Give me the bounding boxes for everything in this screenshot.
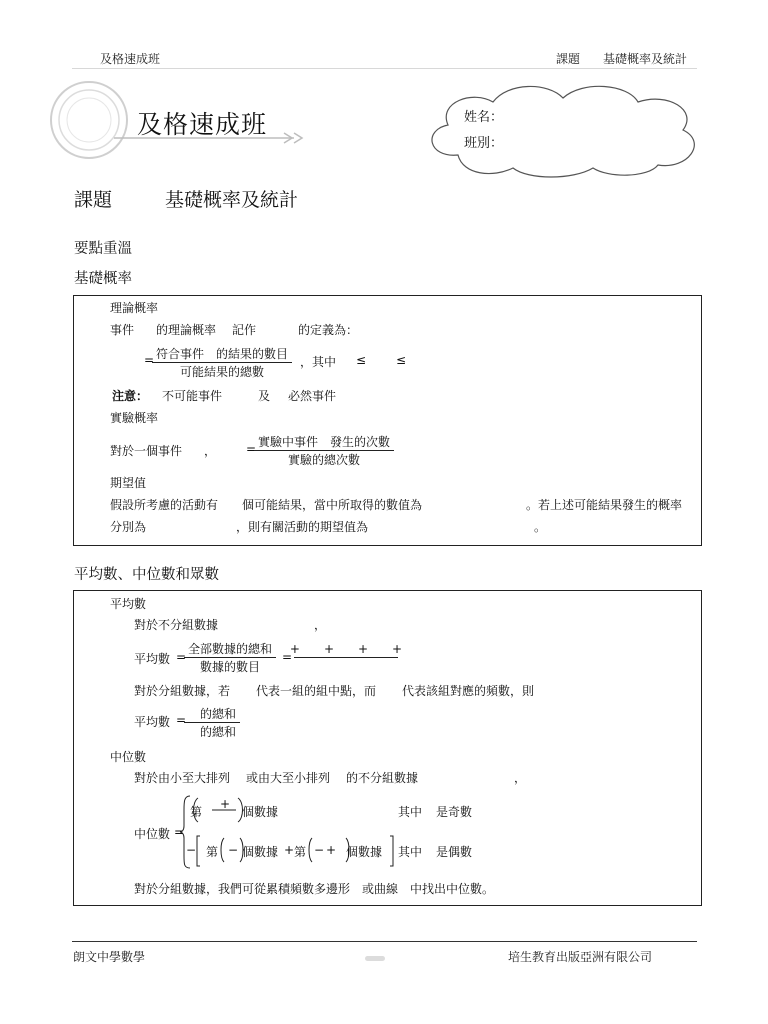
- footer-rule: [72, 941, 697, 942]
- sum-fraction: [289, 640, 403, 672]
- mean-label: 平均數: [134, 652, 171, 666]
- section-review: 要點重溫: [74, 241, 132, 257]
- header-rule: [72, 68, 697, 69]
- grouped-median-line: 對於分組數據，我們可從累積頻數多邊形 或曲線 中找出中位數。: [134, 882, 495, 896]
- cloud-shape: [418, 80, 708, 180]
- expectation-title: 期望值: [110, 476, 147, 490]
- theory-frac-den: 可能結果的總數: [180, 365, 265, 379]
- mean-title: 平均數: [110, 597, 147, 611]
- case1-where: 其中: [398, 805, 423, 819]
- exp-frac-den: 實驗的總次數: [288, 453, 361, 467]
- def-as: 的定義為：: [298, 323, 359, 337]
- case1-plus: +: [220, 797, 231, 811]
- expectation-line2c: 。: [534, 520, 547, 534]
- section-statistics: 平均數、中位數和眾數: [74, 567, 219, 583]
- median-label: 中位數: [134, 827, 171, 841]
- grouped-line-b: 代表一組的組中點，而: [256, 684, 377, 698]
- header-topic-label: 課題: [556, 52, 581, 66]
- case2-ordinal-2: 第: [294, 845, 307, 859]
- ungrouped-comma: ，: [314, 618, 327, 632]
- case2-even: 是偶數: [436, 845, 473, 859]
- note-label: 注意：: [112, 389, 149, 403]
- le-sign-1: ≤: [356, 353, 367, 367]
- note-certain: 必然事件: [288, 389, 337, 403]
- experimental-fraction: [254, 433, 394, 468]
- mean-frac-num: 全部數據的總和: [188, 642, 273, 656]
- median-comma: ，: [514, 771, 527, 785]
- class-label: 班別：: [464, 136, 504, 151]
- topic-title: 基礎概率及統計: [165, 189, 299, 211]
- expectation-line1b: 個可能結果，當中所取得的數值為: [242, 498, 423, 512]
- topic-label: 課題: [74, 189, 113, 211]
- footer-right: 培生教育出版亞洲有限公司: [508, 950, 653, 964]
- where-text: ，其中: [300, 355, 337, 369]
- section-probability: 基礎概率: [74, 271, 132, 287]
- sum-frac-den: [340, 658, 352, 672]
- experimental-title: 實驗概率: [110, 411, 159, 425]
- def-written: 記作: [232, 323, 257, 337]
- mean-eq-2: =: [282, 650, 293, 664]
- median-line-b: 或由大至小排列: [246, 771, 331, 785]
- experimental-comma: ，: [204, 444, 217, 458]
- header-topic: 基礎概率及統計: [603, 52, 688, 66]
- case1-ordinal: 第: [190, 805, 203, 819]
- median-line-c: 的不分組數據: [346, 771, 419, 785]
- theory-title: 理論概率: [110, 301, 159, 315]
- weighted-mean-fraction: [184, 705, 240, 740]
- median-line-a: 對於由小至大排列: [134, 771, 231, 785]
- mean-eq-1: =: [176, 650, 187, 664]
- median-eq: =: [174, 825, 185, 839]
- case2-half: −: [186, 843, 197, 857]
- eq-sign-2: =: [246, 442, 257, 456]
- case2-minus-2: −: [314, 843, 325, 857]
- median-brackets: [180, 792, 400, 872]
- plus-row: + + + +: [289, 642, 403, 656]
- mean-frac-den: 數據的數目: [200, 660, 261, 674]
- banner-title: 及格速成班: [137, 110, 268, 139]
- footer-left: 朗文中學數學: [73, 950, 146, 964]
- name-label: 姓名：: [464, 110, 504, 125]
- exp-frac-num: 實驗中事件 發生的次數: [258, 435, 391, 449]
- case2-minus-1: −: [228, 843, 239, 857]
- case2-plus: +: [284, 843, 295, 857]
- wmean-num: 的總和: [199, 707, 236, 721]
- case2-where: 其中: [398, 845, 423, 859]
- expectation-line1a: 假設所考慮的活動有: [110, 498, 219, 512]
- wmean-den: 的總和: [199, 725, 236, 739]
- theory-fraction: [152, 345, 292, 380]
- grouped-line-a: 對於分組數據，若: [134, 684, 231, 698]
- expectation-line2a: 分別為: [110, 520, 147, 534]
- experimental-line: 對於一個事件: [110, 444, 183, 458]
- case2-plus-2: +: [326, 843, 337, 857]
- grouped-line-c: 代表該組對應的頻數，則: [402, 684, 535, 698]
- mean-fraction: [184, 640, 276, 675]
- case2-ordinal-1: 第: [206, 845, 219, 859]
- theory-frac-num: 符合事件 的結果的數目: [156, 347, 289, 361]
- page-mark: [365, 956, 385, 961]
- eq-sign-1: =: [144, 353, 155, 367]
- le-sign-2: ≤: [396, 353, 407, 367]
- def-event: 事件: [110, 323, 135, 337]
- ungrouped-line: 對於不分組數據: [134, 618, 219, 632]
- median-title: 中位數: [110, 750, 147, 764]
- expectation-line2b: ，則有關活動的期望值為: [236, 520, 369, 534]
- weighted-mean-label: 平均數: [134, 715, 171, 729]
- note-impossible: 不可能事件: [162, 389, 223, 403]
- case1-odd: 是奇數: [436, 805, 473, 819]
- case1-datum: 個數據: [242, 805, 279, 819]
- header-left: 及格速成班: [100, 52, 161, 66]
- case2-datum-1: 個數據: [242, 845, 279, 859]
- expectation-line1c: 。若上述可能結果發生的概率: [526, 498, 683, 512]
- note-and: 及: [258, 389, 271, 403]
- weighted-mean-eq: =: [176, 713, 187, 727]
- def-theory: 的理論概率: [156, 323, 217, 337]
- case2-datum-2: 個數據: [346, 845, 383, 859]
